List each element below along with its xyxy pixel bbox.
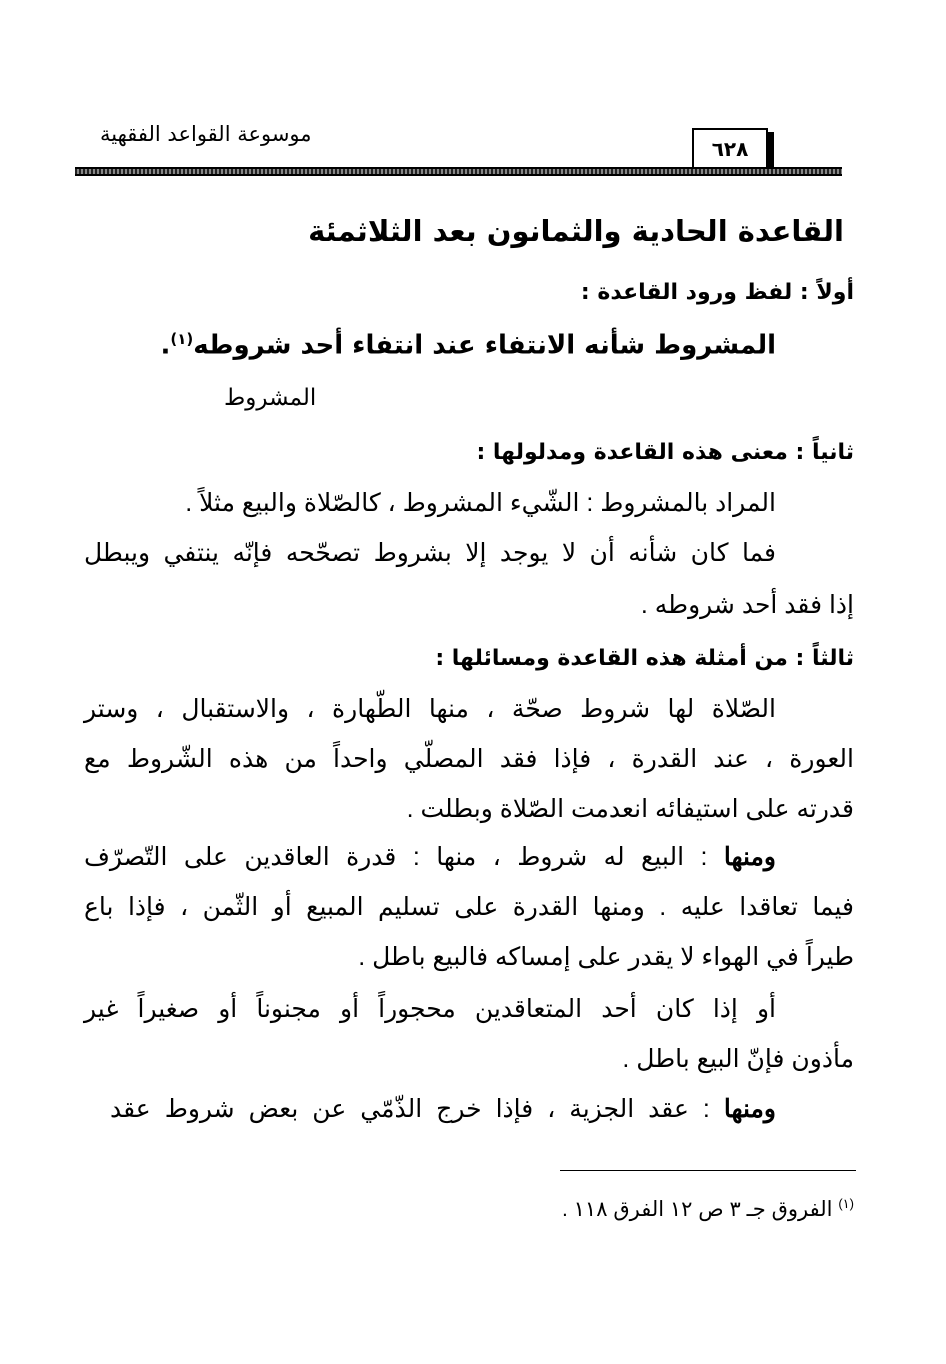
paragraph-line: قدرته على استيفائه انعدمت الصّلاة وبطلت . <box>406 795 854 823</box>
paragraph-text: : عقد الجزية ، فإذا خرج الذّمّي عن بعض شروط عقد <box>110 1095 710 1123</box>
section-heading-1: أولاً : لفظ ورود القاعدة : <box>580 280 854 305</box>
footnote-divider <box>560 1170 856 1171</box>
page-number: ٦٢٨ <box>692 128 768 170</box>
paragraph-line: فما كان شأنه أن لا يوجد إلا بشروط تصحّحه فإنّه ينتفي ويبطل <box>84 539 776 567</box>
rule-statement <box>160 330 776 361</box>
paragraph-text: : البيع له شروط ، منها : قدرة العاقدين على التّصرّف <box>84 843 708 871</box>
book-title: موسوعة القواعد الفقهية <box>100 122 312 146</box>
section-heading-2: ثانياً : معنى هذه القاعدة ومدلولها : <box>476 440 854 465</box>
margin-note: المشروط <box>224 385 317 411</box>
footnote-marker: (١) <box>170 330 194 348</box>
paragraph-line: الصّلاة لها شروط صحّة ، منها الطّهارة ، والاستقبال ، وستر <box>84 695 776 723</box>
paragraph-line: المراد بالمشروط : الشّيء المشروط ، كالصّلاة والبيع مثلاً . <box>185 489 776 517</box>
paragraph-line: العورة ، عند القدرة ، فإذا فقد المصلّي واحداً من هذه الشّروط مع <box>84 745 854 773</box>
rule-statement-text: المشروط شأنه الانتفاء عند انتفاء أحد شروطه <box>193 330 776 361</box>
rule-title: القاعدة الحادية والثمانون بعد الثلاثمئة <box>308 214 844 248</box>
paragraph-line: إذا فقد أحد شروطه . <box>640 591 854 619</box>
rule-end-mark: . <box>160 330 171 361</box>
paragraph-line <box>84 842 776 872</box>
paragraph-line: فيما تعاقدا عليه . ومنها القدرة على تسليم المبيع أو الثّمن ، فإذا باع <box>84 893 854 921</box>
paragraph-line: طيراً في الهواء لا يقدر على إمساكه فالبيع باطل . <box>358 943 854 971</box>
header-divider <box>75 167 842 176</box>
lead-word: ومنها <box>723 1095 776 1123</box>
paragraph-line <box>110 1094 776 1124</box>
footnote-text: الفروق جـ ٣ ص ١٢ الفرق ١١٨ . <box>561 1198 833 1221</box>
lead-word: ومنها <box>723 843 776 871</box>
paragraph-line: مأذون فإنّ البيع باطل . <box>622 1045 854 1073</box>
footnote-number: (١) <box>838 1196 854 1211</box>
section-heading-3: ثالثاً : من أمثلة هذه القاعدة ومسائلها : <box>435 646 854 671</box>
footnote <box>562 1196 854 1222</box>
paragraph-line: أو إذا كان أحد المتعاقدين محجوراً أو مجنوناً أو صغيراً غير <box>84 995 776 1023</box>
